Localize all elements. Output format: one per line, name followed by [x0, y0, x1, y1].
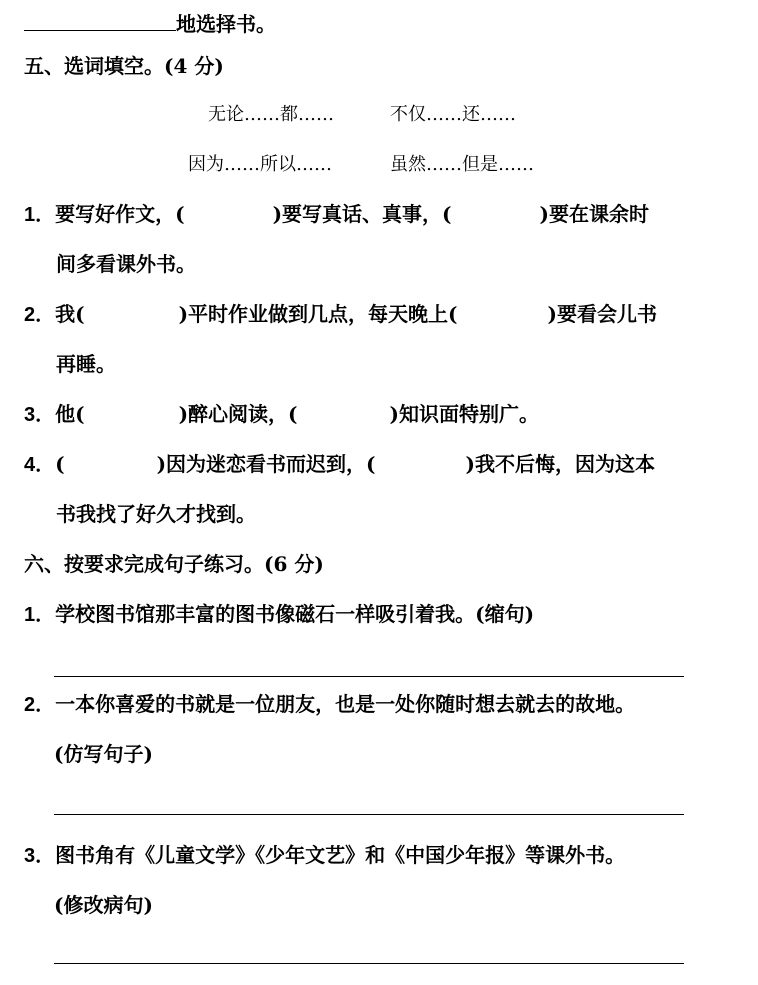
fill-item-4-cont: 书我找了好久才找到。 — [56, 502, 256, 526]
sentence-item-1 — [24, 602, 534, 627]
item-number: 1． — [24, 604, 56, 626]
item-text: 图书角有《儿童文学》《少年文艺》和《中国少年报》等课外书。 — [55, 843, 626, 867]
fill-item-2-cont: 再睡。 — [56, 352, 116, 376]
fill-item-1-cont: 间多看课外书。 — [56, 252, 196, 276]
item-text: )醉心阅读，( — [178, 402, 298, 426]
top-line-text: 地选择书。 — [176, 12, 276, 36]
item-text: )知识面特别广。 — [389, 402, 539, 426]
item-text: 一本你喜爱的书就是一位朋友，也是一处你随时想去就去的故地。 — [55, 692, 636, 716]
item-number: 3． — [24, 845, 56, 867]
sentence-item-3 — [24, 843, 625, 868]
answer-blank[interactable] — [24, 10, 176, 31]
word-choice: 无论……都…… — [208, 104, 334, 125]
item-number: 2． — [24, 694, 56, 716]
item-text: )要看会儿书 — [547, 302, 657, 326]
word-choice: 虽然……但是…… — [390, 154, 534, 175]
item-text: 我( — [55, 302, 85, 326]
item-number: 2． — [24, 304, 56, 326]
item-text: )因为迷恋看书而迟到，( — [156, 452, 376, 476]
item-number: 3． — [24, 404, 56, 426]
item-text: )我不后悔，因为这本 — [465, 452, 655, 476]
top-line — [24, 10, 276, 36]
item-text: 学校图书馆那丰富的图书像磁石一样吸引着我。(缩句) — [55, 602, 535, 626]
fill-item-4 — [24, 452, 655, 477]
sentence-item-3-cont: (修改病句) — [54, 893, 153, 917]
item-text: )平时作业做到几点，每天晚上( — [178, 302, 458, 326]
sentence-item-2 — [24, 692, 635, 717]
fill-item-2 — [24, 302, 657, 327]
item-text: 他( — [55, 402, 85, 426]
section-5-heading: 五、选词填空。(4 分) — [24, 54, 224, 78]
word-choice: 不仅……还…… — [390, 104, 516, 125]
item-number: 4． — [24, 454, 56, 476]
item-text: 要写好作文，( — [55, 202, 185, 226]
item-number: 1． — [24, 204, 56, 226]
fill-item-1 — [24, 202, 649, 227]
answer-line[interactable] — [54, 963, 684, 964]
sentence-item-2-cont: (仿写句子) — [54, 742, 153, 766]
answer-line[interactable] — [54, 814, 684, 815]
word-choice: 因为……所以…… — [188, 154, 332, 175]
answer-line[interactable] — [54, 676, 684, 677]
item-text: )要在课余时 — [539, 202, 649, 226]
fill-item-3 — [24, 402, 539, 427]
item-text: ( — [55, 452, 65, 476]
item-text: )要写真话、真事，( — [272, 202, 452, 226]
section-6-heading: 六、按要求完成句子练习。(6 分) — [24, 552, 324, 576]
